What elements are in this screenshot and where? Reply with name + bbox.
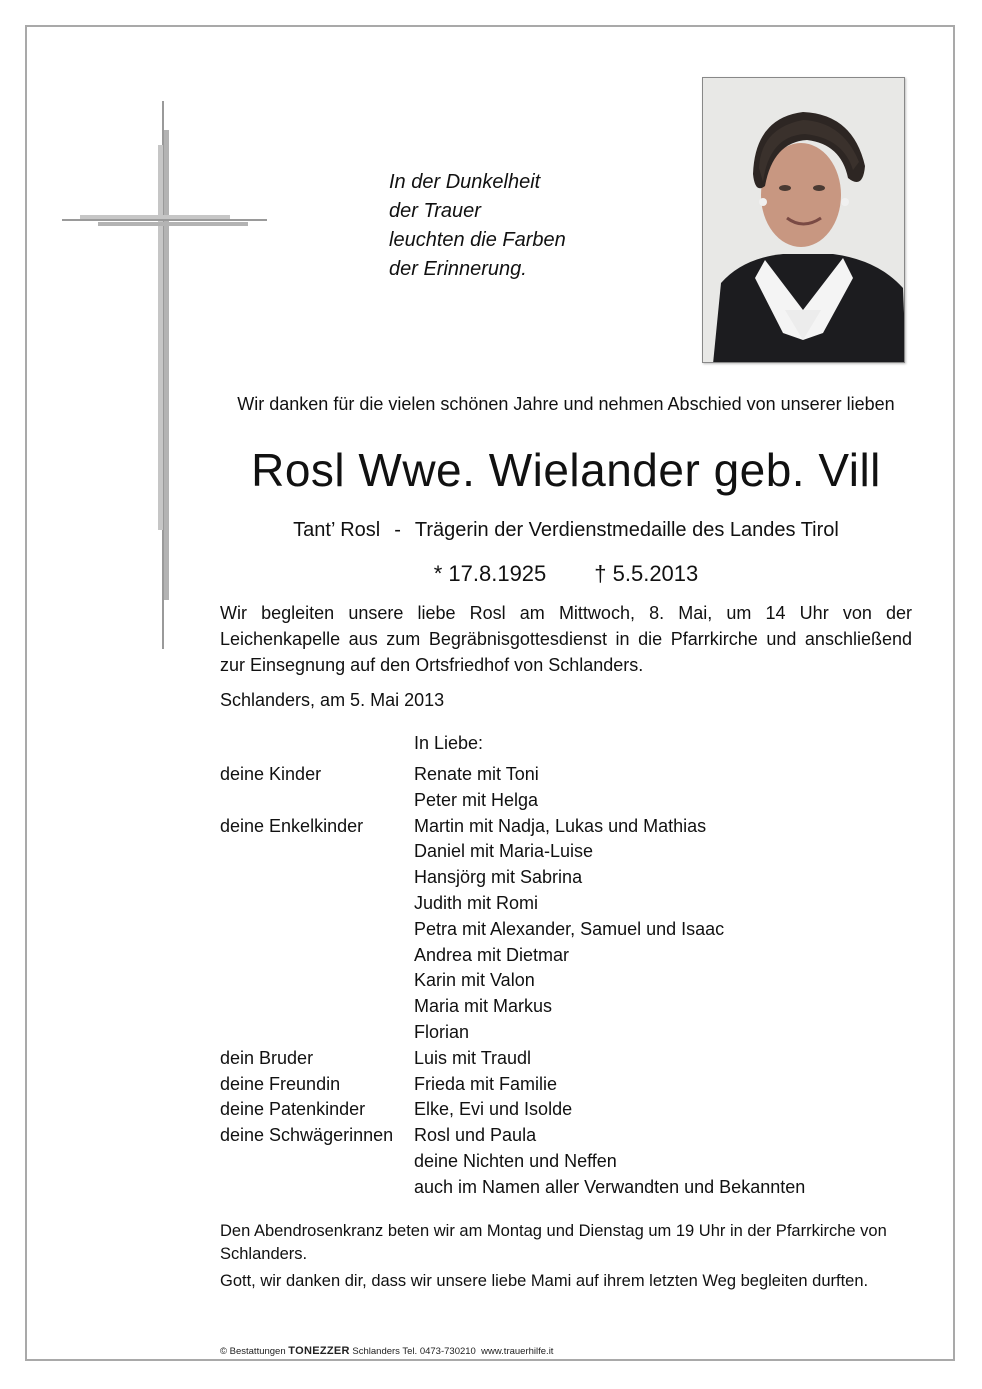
family-role <box>220 1020 414 1046</box>
intro-text: Wir danken für die vielen schönen Jahre und nehmen Abschied von unserer lieben <box>237 394 895 414</box>
death-date: † 5.5.2013 <box>594 561 699 586</box>
family-row <box>220 788 805 814</box>
family-row <box>220 839 805 865</box>
family-role <box>220 968 414 994</box>
family-role: deine Freundin <box>220 1073 341 1094</box>
family-role: deine Patenkinder <box>220 1099 366 1120</box>
family-names: Elke, Evi und Isolde <box>414 1099 573 1120</box>
family-row <box>220 1149 805 1175</box>
family-names: Luis mit Traudl <box>414 1047 532 1068</box>
family-names: Frieda mit Familie <box>414 1073 558 1094</box>
portrait-photo <box>702 77 905 363</box>
family-row <box>220 968 805 994</box>
family-role: deine Schwägerinnen <box>220 1125 394 1146</box>
family-names: Maria mit Markus <box>414 996 553 1017</box>
footer-firm: TONEZZER <box>288 1345 350 1357</box>
life-dates <box>220 560 912 588</box>
family-role <box>220 917 414 943</box>
family-role <box>220 891 414 917</box>
family-row <box>220 1123 805 1149</box>
family-list <box>220 762 805 1201</box>
family-row <box>220 814 805 840</box>
family-names: Daniel mit Maria-Luise <box>414 841 594 862</box>
footer-website-link[interactable]: www.trauerhilfe.it <box>481 1346 554 1357</box>
in-love-heading: In Liebe: <box>414 733 484 753</box>
family-names: Rosl und Paula <box>414 1125 537 1146</box>
funeral-text: Wir begleiten unsere liebe Rosl am Mittwoch, 8. Mai, um 14 Uhr von der Leichenkapelle aus zum Begräbnisgottesdienst in die Pfarrkirche und anschließend zur Einsegnung auf den Ortsfriedhof von Schlanders. <box>220 603 912 675</box>
family-role: deine Kinder <box>220 764 322 784</box>
family-row <box>220 1175 805 1201</box>
family-row <box>220 943 805 969</box>
family-row <box>220 891 805 917</box>
subtitle-separator: - <box>394 519 401 541</box>
family-role <box>220 1149 414 1175</box>
rosary-text: Den Abendrosenkranz beten wir am Montag und Dienstag um 19 Uhr in der Pfarrkirche von Schlanders. <box>220 1222 887 1263</box>
deceased-subtitle <box>220 517 912 543</box>
family-row <box>220 917 805 943</box>
family-names: Judith mit Romi <box>414 892 539 913</box>
family-role <box>220 865 414 891</box>
family-row <box>220 865 805 891</box>
family-role <box>220 994 414 1020</box>
family-row <box>220 1097 805 1123</box>
family-names: auch im Namen aller Verwandten und Bekannten <box>414 1176 806 1197</box>
family-role <box>220 1175 414 1201</box>
place-date: Schlanders, am 5. Mai 2013 <box>220 690 445 710</box>
footer <box>220 1345 553 1358</box>
family-names: Andrea mit Dietmar <box>414 944 570 965</box>
family-role <box>220 839 414 865</box>
memorial-poem: In der Dunkelheit der Trauer leuchten die Farben der Erinnerung. <box>389 171 566 280</box>
nickname: Tant’ Rosl <box>293 519 381 541</box>
deceased-name: Rosl Wwe. Wielander geb. Vill <box>251 444 881 496</box>
footer-contact: Schlanders Tel. 0473-730210 <box>352 1346 476 1357</box>
family-row <box>220 762 805 788</box>
family-role: deine Enkelkinder <box>220 815 364 836</box>
family-names: Martin mit Nadja, Lukas und Mathias <box>414 815 707 836</box>
family-row <box>220 1072 805 1098</box>
family-role <box>220 788 414 814</box>
family-names: Hansjörg mit Sabrina <box>414 867 583 888</box>
family-row <box>220 1046 805 1072</box>
birth-date: * 17.8.1925 <box>433 561 547 586</box>
footer-copyright: © Bestattungen <box>220 1346 286 1357</box>
family-names: Petra mit Alexander, Samuel und Isaac <box>414 918 725 939</box>
family-names: deine Nichten und Neffen <box>414 1150 617 1171</box>
family-row <box>220 1020 805 1046</box>
family-role <box>220 943 414 969</box>
family-row <box>220 994 805 1020</box>
family-role: dein Bruder <box>220 1047 314 1068</box>
honor: Trägerin der Verdienstmedaille des Landes Tirol <box>414 519 839 541</box>
family-names: Renate mit Toni <box>414 764 539 784</box>
family-names: Peter mit Helga <box>414 789 539 810</box>
family-names: Karin mit Valon <box>414 970 535 991</box>
closing-text: Gott, wir danken dir, dass wir unsere liebe Mami auf ihrem letzten Weg begleiten durften. <box>220 1272 869 1290</box>
family-names: Florian <box>414 1021 470 1042</box>
